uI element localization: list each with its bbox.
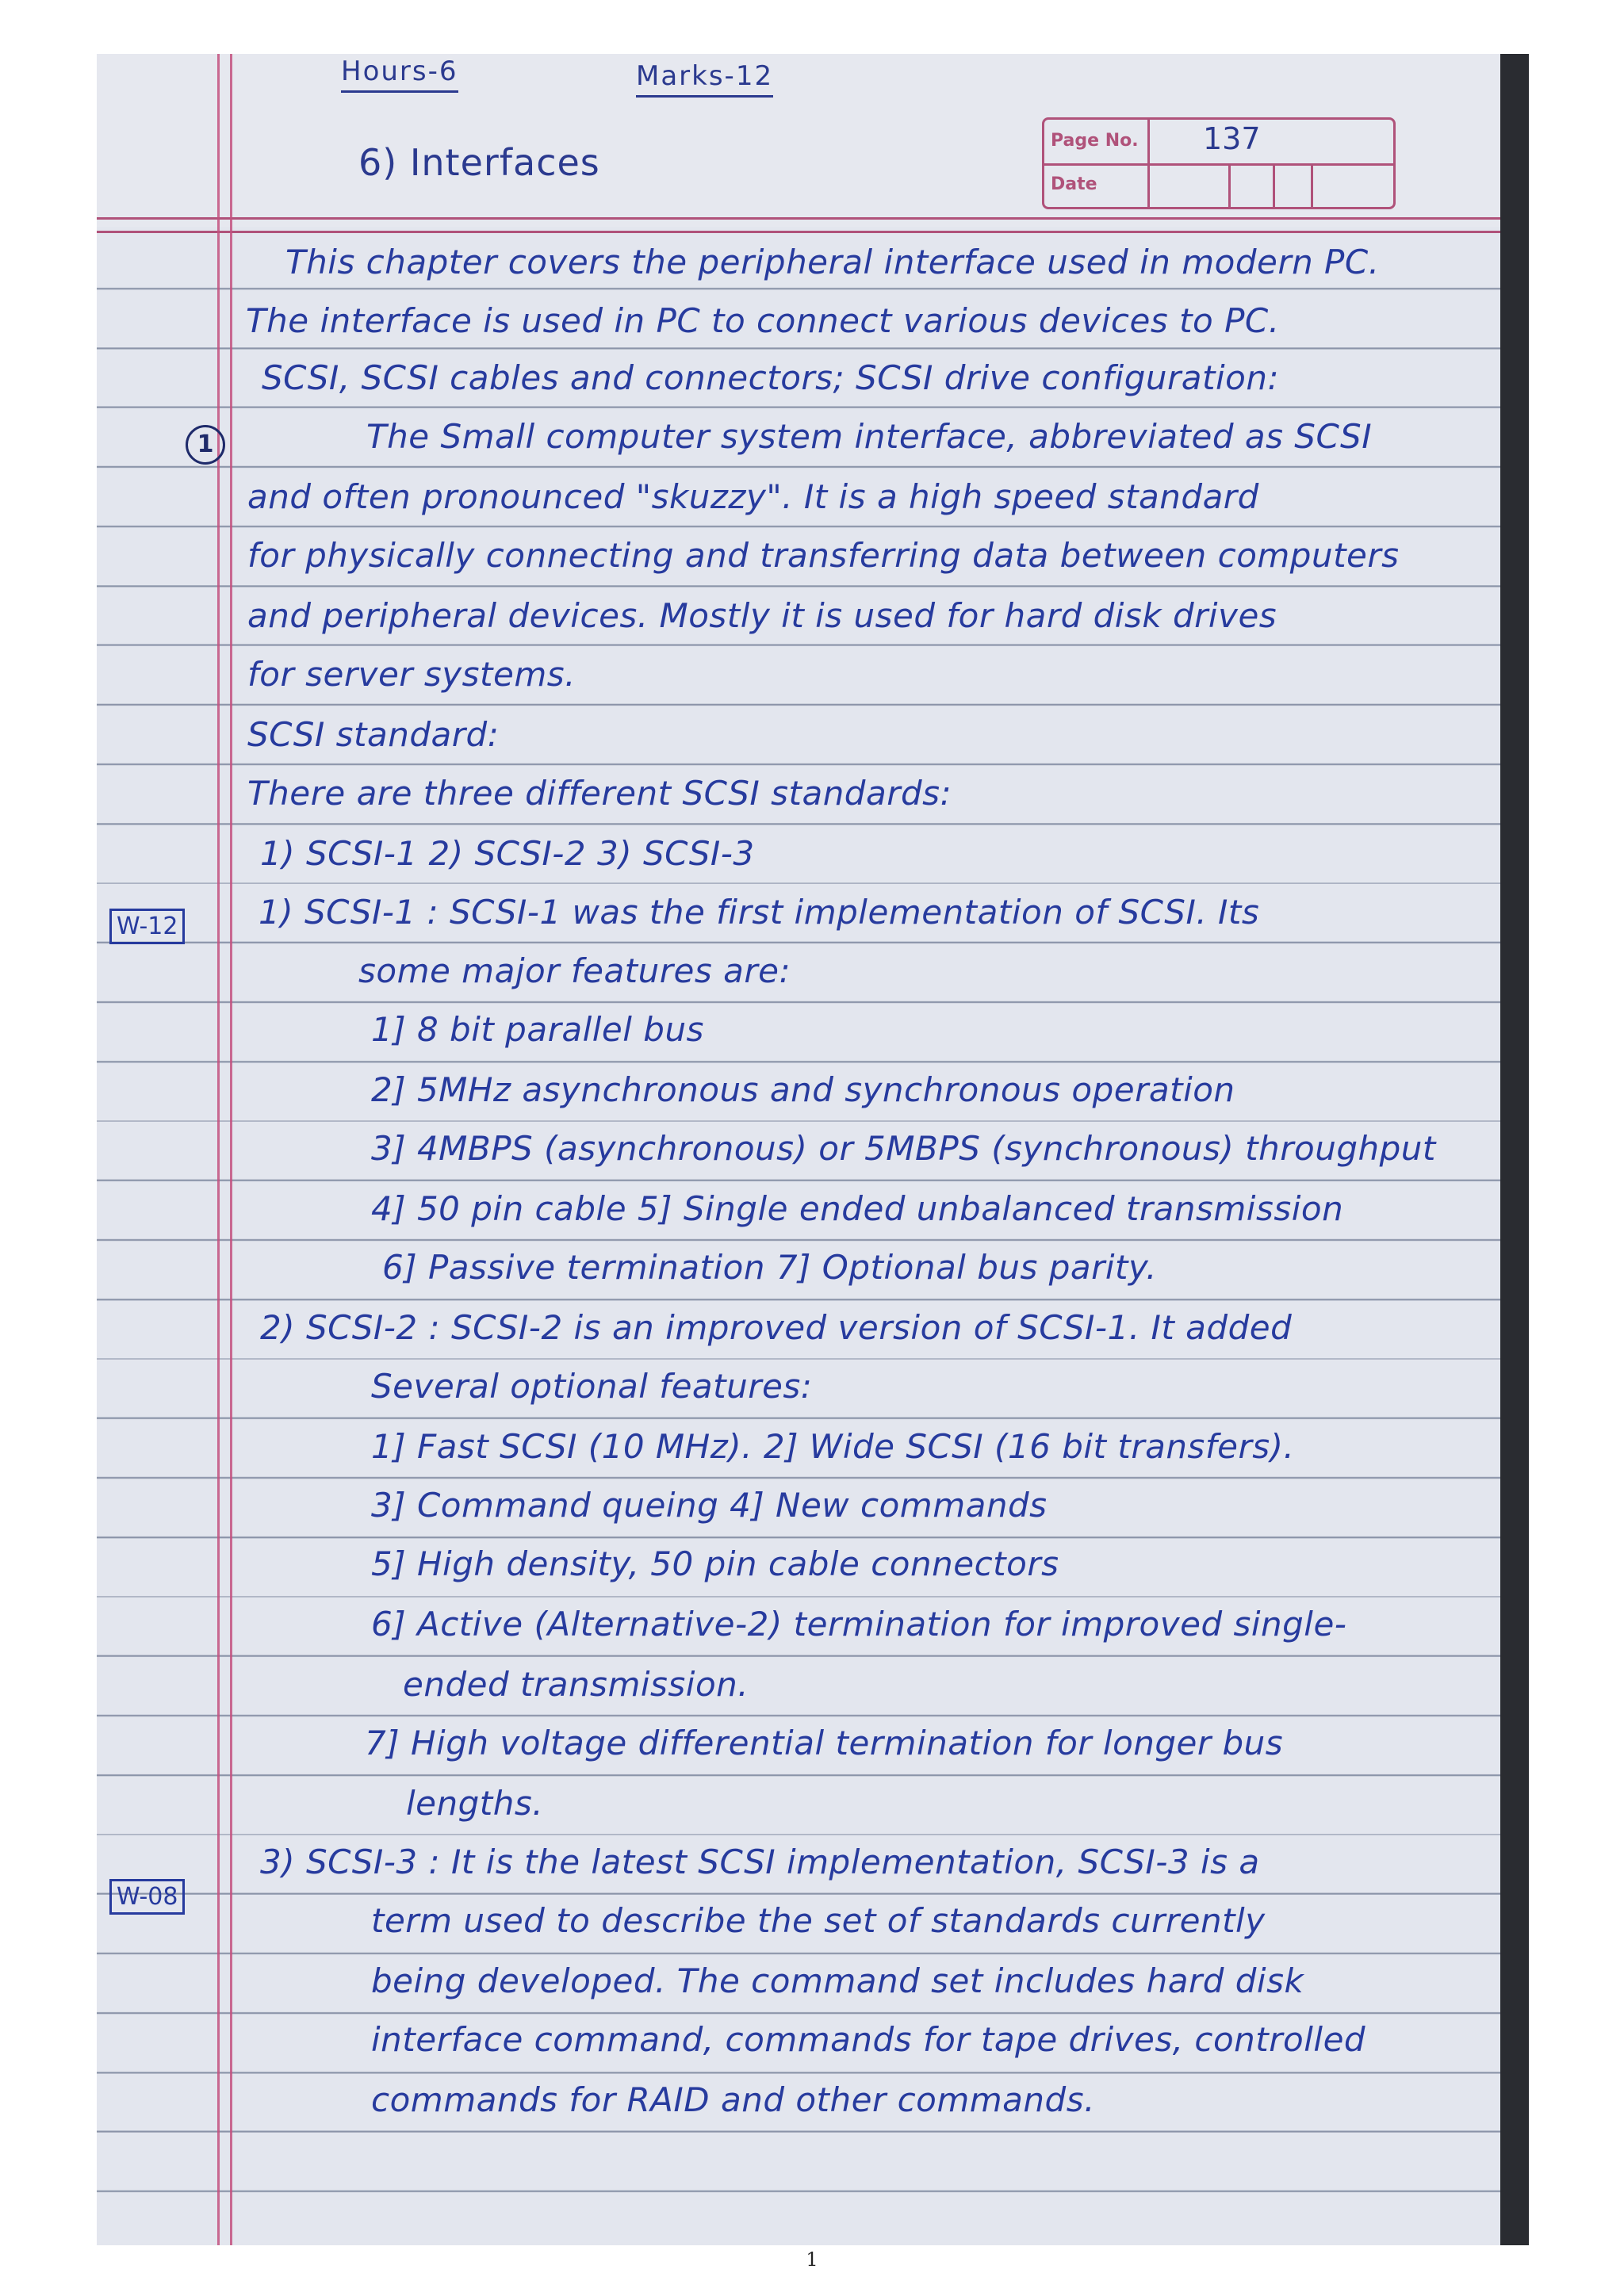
- note-line: 3] 4MBPS (asynchronous) or 5MBPS (synchronous) throughput: [371, 1129, 1436, 1168]
- marks-label: Marks-12: [636, 60, 773, 98]
- pdf-page-number: 1: [806, 2248, 818, 2271]
- note-line: 6] Active (Alternative-2) termination for improved single-: [371, 1605, 1347, 1644]
- date-row: [1044, 163, 1393, 207]
- note-line: for server systems.: [247, 655, 576, 694]
- note-line: ended transmission.: [403, 1665, 749, 1704]
- date-label: Date: [1051, 174, 1097, 194]
- margin-rule-right: [230, 54, 232, 2245]
- note-line: The interface is used in PC to connect various devices to PC.: [246, 301, 1280, 340]
- note-line: interface command, commands for tape drives, controlled: [371, 2020, 1366, 2059]
- page-number-box: [1042, 117, 1396, 209]
- margin-tag-w12: W-12: [109, 909, 185, 944]
- notebook-scan: [97, 54, 1529, 2245]
- note-line: Several optional features:: [371, 1367, 813, 1406]
- note-line: commands for RAID and other commands.: [371, 2080, 1095, 2119]
- note-line: SCSI standard:: [247, 715, 500, 754]
- page-row: [1044, 120, 1393, 166]
- note-line: 2) SCSI-2 : SCSI-2 is an improved version of SCSI-1. It added: [260, 1308, 1293, 1347]
- page-number: 137: [1203, 121, 1261, 156]
- box-divider: [1273, 163, 1275, 207]
- box-divider: [1311, 163, 1313, 207]
- note-line: and often pronounced "skuzzy". It is a high speed standard: [247, 477, 1259, 516]
- circled-number: 1: [186, 425, 225, 465]
- box-divider: [1147, 120, 1150, 207]
- note-line: 3) SCSI-3 : It is the latest SCSI implementation, SCSI-3 is a: [260, 1843, 1260, 1881]
- note-line: 4] 50 pin cable 5] Single ended unbalanced transmission: [371, 1189, 1344, 1228]
- header-double-rule: [97, 217, 1529, 233]
- note-line: term used to describe the set of standards currently: [371, 1901, 1266, 1940]
- note-line: and peripheral devices. Mostly it is used for hard disk drives: [247, 596, 1277, 635]
- margin-tag-w08: W-08: [109, 1879, 185, 1915]
- note-line: 1) SCSI-1 : SCSI-1 was the first implementation of SCSI. Its: [259, 893, 1260, 932]
- box-divider: [1228, 163, 1231, 207]
- note-line: There are three different SCSI standards:: [247, 774, 952, 813]
- note-line: 6] Passive termination 7] Optional bus parity.: [382, 1248, 1157, 1287]
- margin-rule-left: [217, 54, 220, 2245]
- note-line: 5] High density, 50 pin cable connectors: [371, 1544, 1059, 1583]
- note-line: 1) SCSI-1 2) SCSI-2 3) SCSI-3: [260, 834, 755, 873]
- note-line: 1] 8 bit parallel bus: [371, 1010, 704, 1049]
- hours-label: Hours-6: [341, 55, 458, 93]
- note-line: 7] High voltage differential termination for longer bus: [365, 1724, 1284, 1762]
- chapter-title: 6) Interfaces: [358, 141, 600, 184]
- note-line: some major features are:: [358, 951, 791, 990]
- note-line: being developed. The command set includes hard disk: [371, 1961, 1304, 2000]
- page-no-label: Page No.: [1051, 131, 1139, 151]
- scan-edge-shadow: [1500, 54, 1529, 2245]
- note-line: 3] Command queing 4] New commands: [371, 1486, 1048, 1525]
- note-line: SCSI, SCSI cables and connectors; SCSI drive configuration:: [262, 358, 1280, 397]
- note-line: This chapter covers the peripheral interface used in modern PC.: [285, 243, 1380, 281]
- note-line: lengths.: [406, 1784, 544, 1823]
- note-line: 1] Fast SCSI (10 MHz). 2] Wide SCSI (16 bit transfers).: [371, 1427, 1295, 1466]
- note-line: The Small computer system interface, abbreviated as SCSI: [366, 417, 1373, 456]
- note-line: for physically connecting and transferring data between computers: [247, 536, 1400, 575]
- note-line: 2] 5MHz asynchronous and synchronous operation: [371, 1070, 1235, 1109]
